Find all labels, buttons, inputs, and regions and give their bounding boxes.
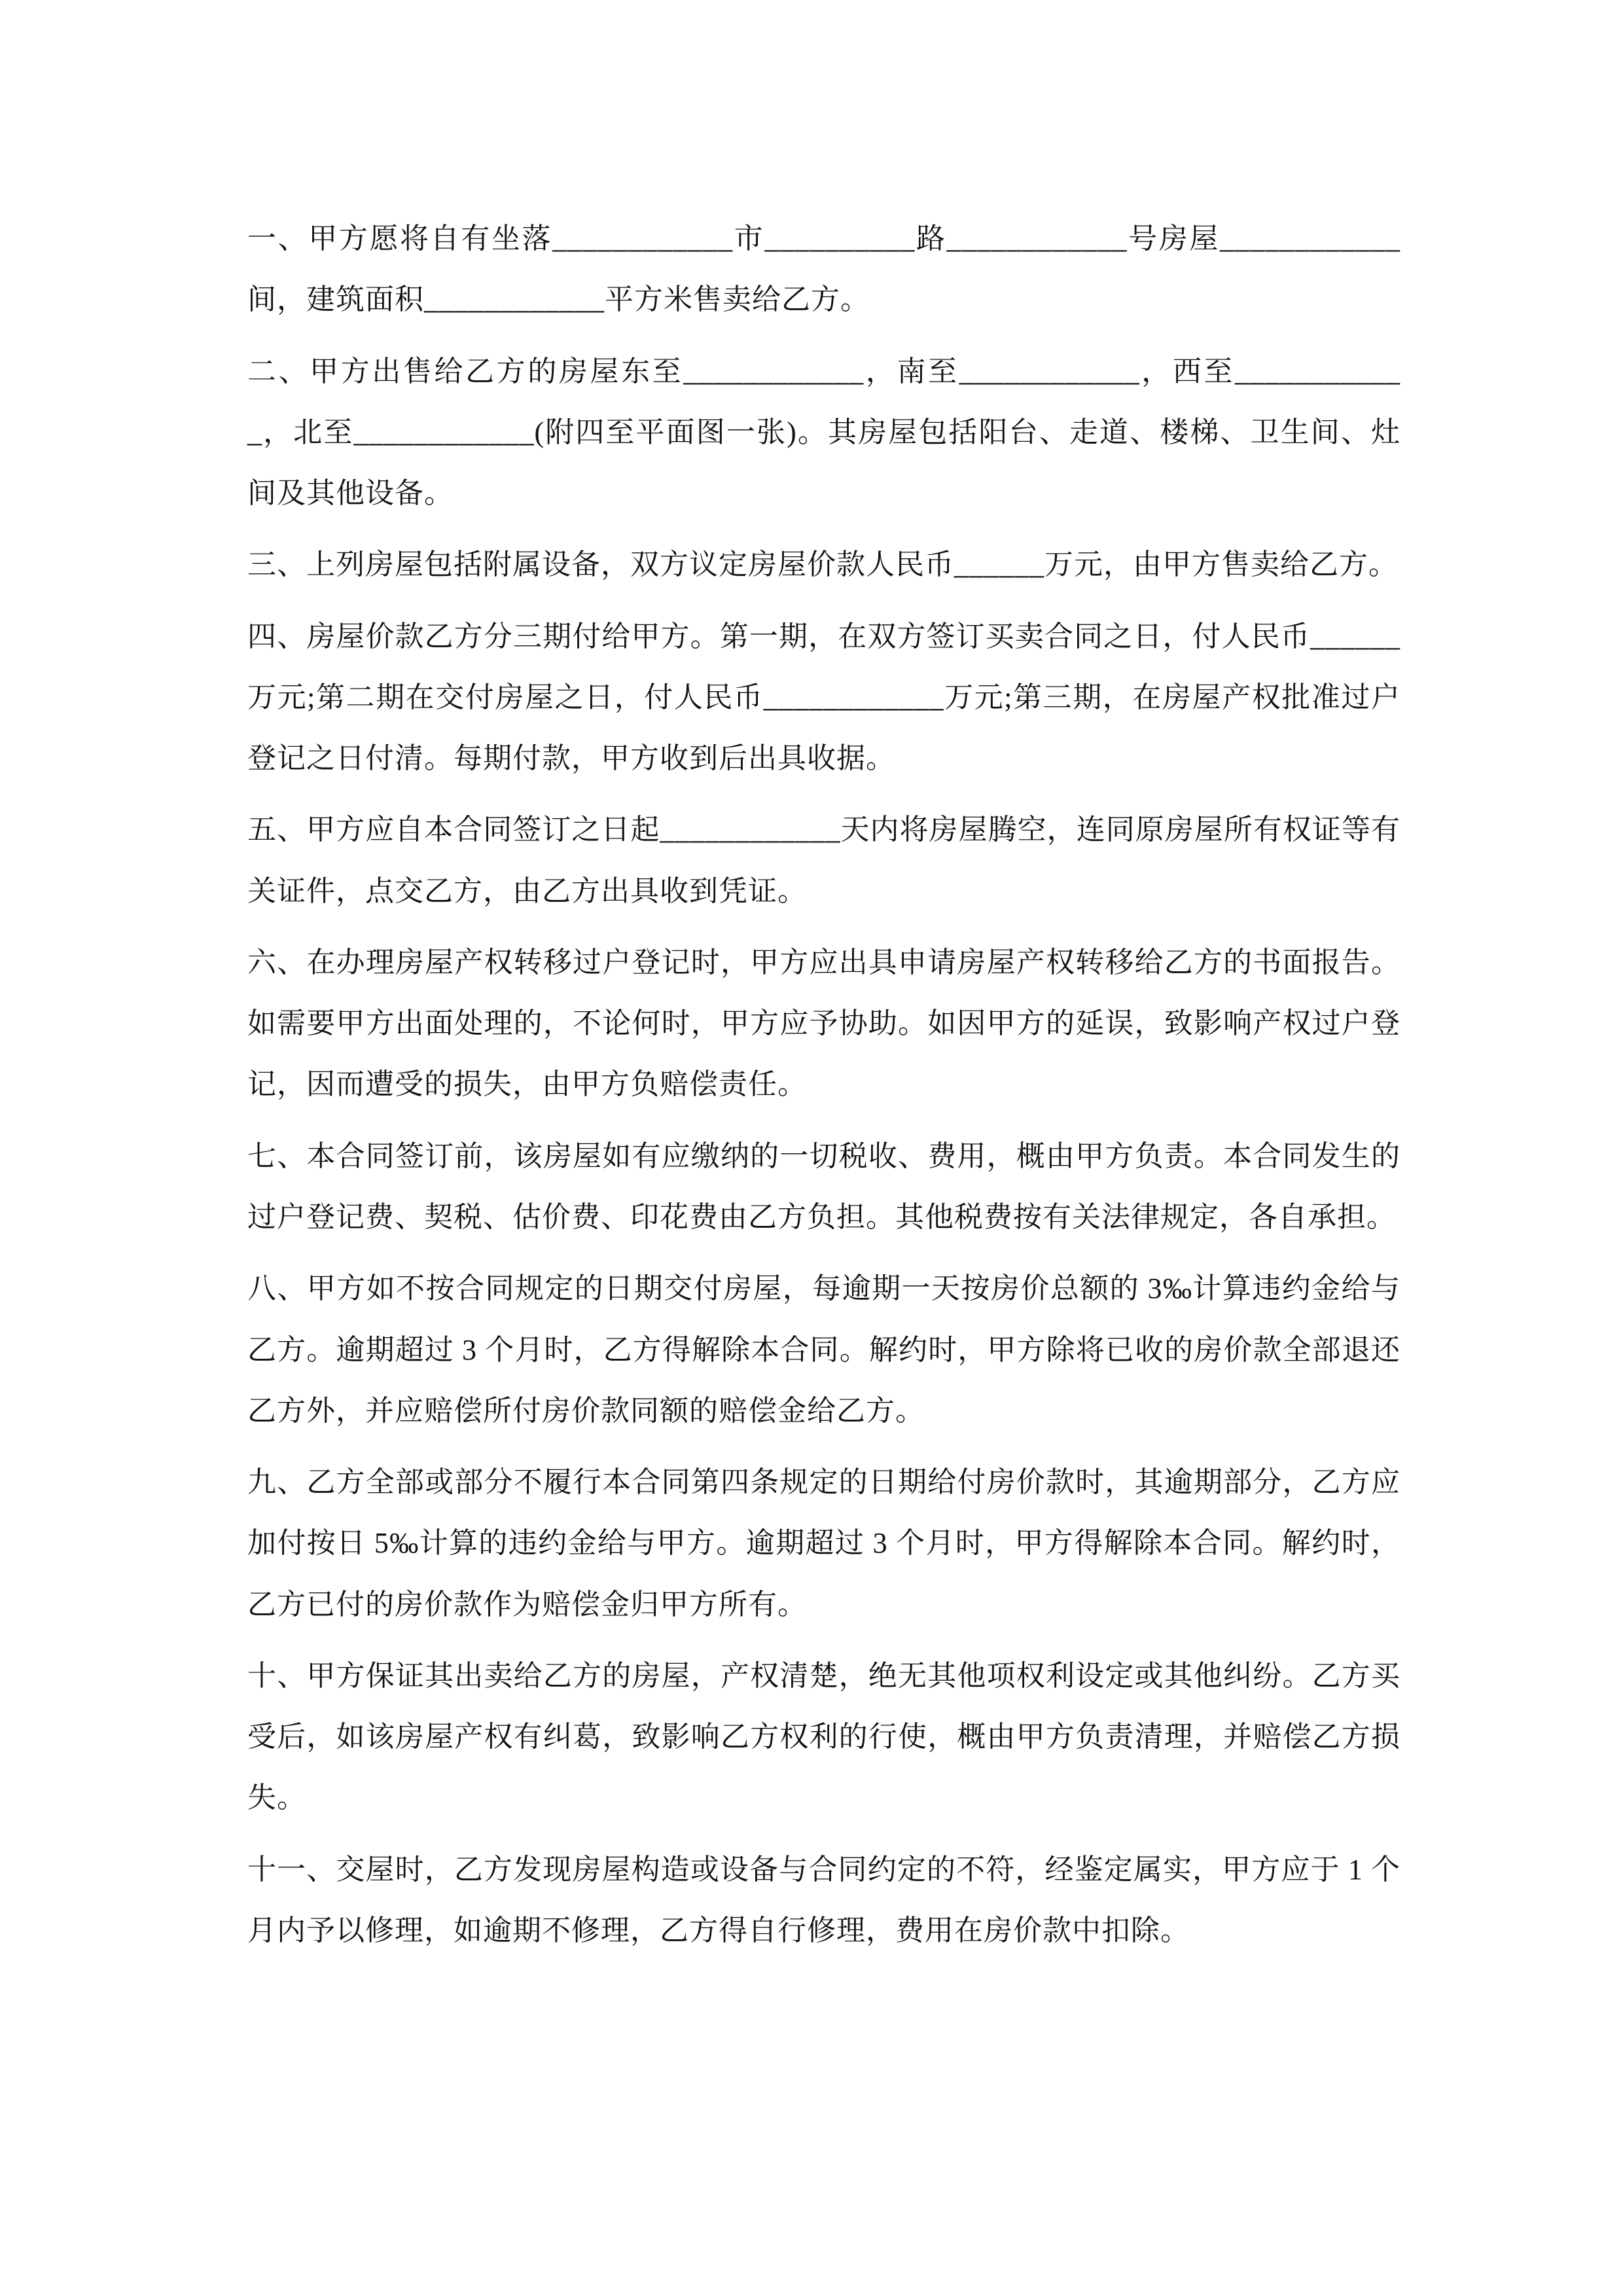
- contract-paragraph: 十、甲方保证其出卖给乙方的房屋，产权清楚，绝无其他项权利设定或其他纠纷。乙方买受后，如该房屋产权有纠葛，致影响乙方权利的行使，概由甲方负责清理，并赔偿乙方损失。: [247, 1659, 1400, 1814]
- contract-paragraph: 五、甲方应自本合同签订之日起____________天内将房屋腾空，连同原房屋所有权证等有关证件，点交乙方，由乙方出具收到凭证。: [247, 814, 1400, 907]
- contract-paragraph: 一、甲方愿将自有坐落____________市__________路____________号房屋____________间，建筑面积____________平方米售卖给乙方。: [247, 223, 1400, 316]
- contract-paragraph: 八、甲方如不按合同规定的日期交付房屋，每逾期一天按房价总额的 3‰计算违约金给与乙方。逾期超过 3 个月时，乙方得解除本合同。解约时，甲方除将已收的房价款全部退还乙方外，并应赔偿所付房价款同额的赔偿金给乙方。: [247, 1272, 1400, 1427]
- contract-paragraph: 十一、交屋时，乙方发现房屋构造或设备与合同约定的不符，经鉴定属实，甲方应于 1 个月内予以修理，如逾期不修理，乙方得自行修理，费用在房价款中扣除。: [247, 1853, 1400, 1946]
- contract-paragraph: 四、房屋价款乙方分三期付给甲方。第一期，在双方签订买卖合同之日，付人民币______万元;第二期在交付房屋之日，付人民币____________万元;第三期，在房屋产权批准过户登记之日付清。每期付款，甲方收到后出具收据。: [247, 620, 1400, 775]
- contract-paragraph: 六、在办理房屋产权转移过户登记时，甲方应出具申请房屋产权转移给乙方的书面报告。如需要甲方出面处理的，不论何时，甲方应予协助。如因甲方的延误，致影响产权过户登记，因而遭受的损失，由甲方负赔偿责任。: [247, 946, 1400, 1101]
- contract-paragraph: 七、本合同签订前，该房屋如有应缴纳的一切税收、费用，概由甲方负责。本合同发生的过户登记费、契税、估价费、印花费由乙方负担。其他税费按有关法律规定，各自承担。: [247, 1139, 1400, 1233]
- contract-body: [247, 208, 1400, 1971]
- contract-paragraph: 九、乙方全部或部分不履行本合同第四条规定的日期给付房价款时，其逾期部分，乙方应加付按日 5‰计算的违约金给与甲方。逾期超过 3 个月时，甲方得解除本合同。解约时，乙方已付的房价款作为赔偿金归甲方所有。: [247, 1466, 1400, 1621]
- contract-paragraph: 二、甲方出售给乙方的房屋东至____________，南至____________，西至____________，北至____________(附四至平面图一张)。其房屋包括阳台、走道、楼梯、卫生间、灶间及其他设备。: [247, 355, 1400, 510]
- contract-paragraph: 三、上列房屋包括附属设备，双方议定房屋价款人民币______万元，由甲方售卖给乙方。: [247, 548, 1398, 581]
